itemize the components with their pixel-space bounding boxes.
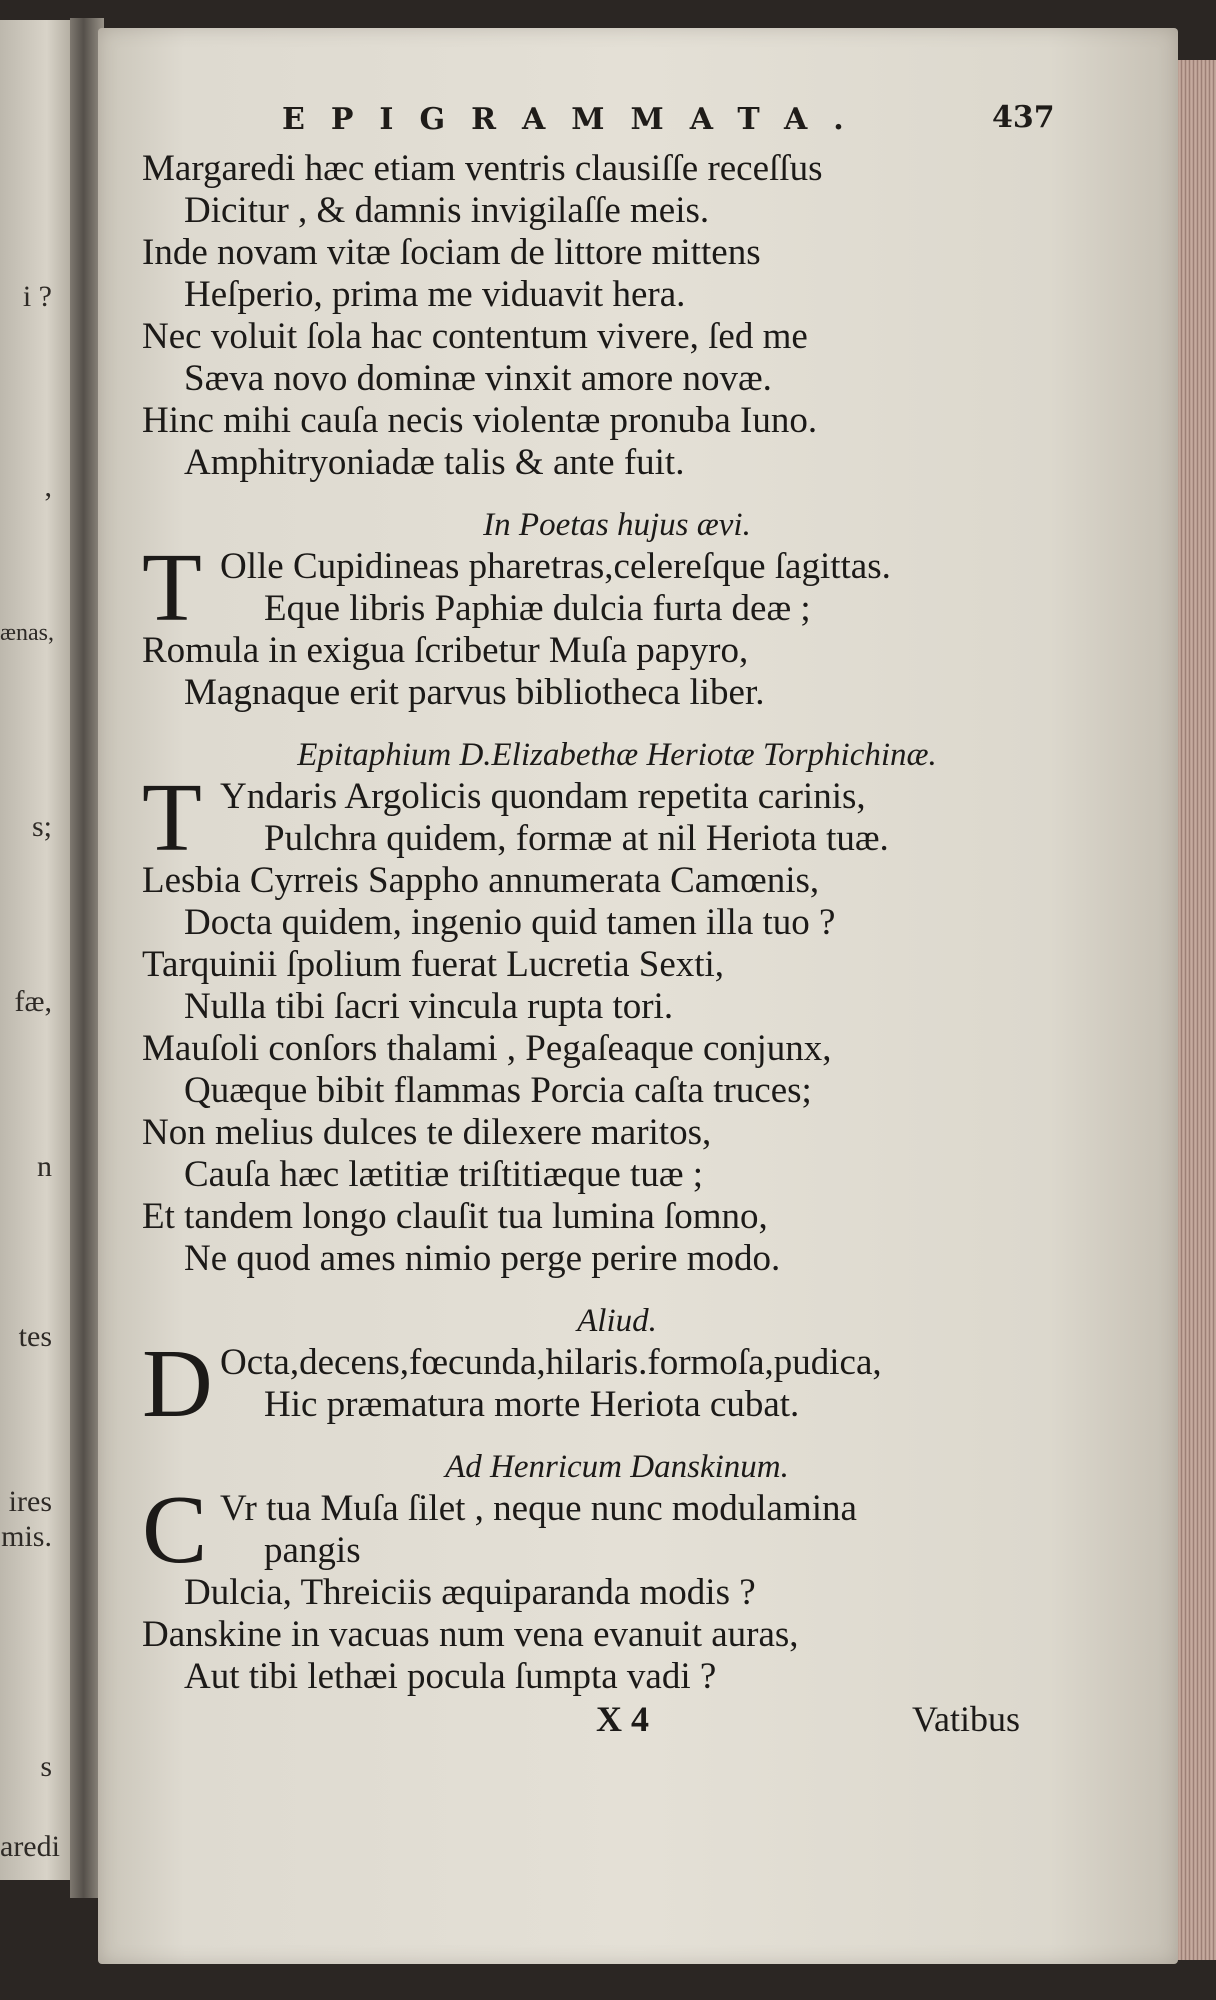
verse-line: Nulla tibi ſacri vincula rupta tori. (184, 986, 674, 1027)
margin-fragment: tes (18, 1320, 52, 1353)
margin-fragment: ænas, (0, 620, 54, 646)
previous-page-edge (0, 20, 78, 1880)
verse-line: Docta quidem, ingenio quid tamen illa tuo ? (184, 902, 836, 943)
poem-continued (142, 148, 1092, 484)
verse-line: Hic præmatura morte Heriota cubat. (264, 1384, 800, 1425)
poem-in-poetas (142, 534, 1092, 714)
poem-ad-henricum (142, 1476, 1092, 1698)
verse-line: Lesbia Cyrreis Sappho annumerata Camœnis, (142, 860, 820, 901)
verse-line: Inde novam vitæ ſociam de littore mittens (142, 232, 761, 273)
margin-fragment: ires (8, 1485, 52, 1518)
verse-line: Hinc mihi cauſa necis violentæ pronuba Iuno. (142, 400, 818, 441)
verse-line: Dulcia, Threiciis æquiparanda modis ? (184, 1572, 756, 1613)
verse-line: Danskine in vacuas num vena evanuit auras, (142, 1614, 799, 1655)
margin-fragment: s (40, 1750, 52, 1783)
verse-line: Quæque bibit flammas Porcia caſta truces; (184, 1070, 812, 1111)
margin-fragment: i ? (22, 280, 52, 313)
verse-line: Non melius dulces te dilexere maritos, (142, 1112, 712, 1153)
drop-cap: C (142, 1476, 208, 1584)
page-number: 437 (992, 100, 1055, 135)
verse-line: Dicitur , & damnis invigilaſſe meis. (184, 190, 710, 231)
poem-title: Ad Henricum Danskinum. (445, 1449, 789, 1485)
drop-cap: T (142, 534, 202, 642)
verse-line: Pulchra quidem, formæ at nil Heriota tuæ. (264, 818, 889, 859)
verse-line: Et tandem longo clauſit tua lumina ſomno, (142, 1196, 768, 1237)
poem-epitaphium (142, 764, 1092, 1280)
margin-fragment: fæ, (14, 985, 52, 1018)
verse-line: Romula in exigua ſcribetur Muſa papyro, (142, 630, 749, 671)
verse-line: Eque libris Paphiæ dulcia furta deæ ; (264, 588, 811, 629)
margin-fragment: , (44, 470, 52, 503)
drop-cap: T (142, 764, 202, 872)
running-header (142, 98, 1092, 148)
poem-title: In Poetas hujus ævi. (483, 507, 751, 543)
drop-cap: D (142, 1330, 213, 1438)
header-title: EPIGRAMMATA. (282, 102, 870, 137)
verse-line: Octa,decens,fœcunda,hilaris.formoſa,pudica, (220, 1342, 882, 1383)
page-footer (142, 1698, 1092, 1742)
page-edges (1178, 60, 1216, 1960)
margin-fragment: s; (31, 810, 52, 843)
verse-line: Ne quod ames nimio perge perire modo. (184, 1238, 781, 1279)
margin-fragment: aredi (0, 1830, 60, 1863)
poem-title: Epitaphium D.Elizabethæ Heriotæ Torphichinæ. (297, 737, 937, 773)
verse-line: pangis (264, 1530, 361, 1571)
verse-line: Nec voluit ſola hac contentum vivere, ſed me (142, 316, 808, 357)
signature-mark: X 4 (596, 1699, 649, 1739)
verse-line: Vr tua Muſa ſilet , neque nunc modulamina (220, 1488, 857, 1529)
verse-line: Amphitryoniadæ talis & ante fuit. (184, 442, 685, 483)
verse-line: Cauſa hæc lætitiæ triſtitiæque tuæ ; (184, 1154, 704, 1195)
verse-line: Magnaque erit parvus bibliotheca liber. (184, 672, 765, 713)
poem-aliud (142, 1330, 1092, 1438)
catchword: Vatibus (912, 1699, 1020, 1739)
verse-line: Tarquinii ſpolium fuerat Lucretia Sexti, (142, 944, 725, 985)
verse-line: Olle Cupidineas pharetras,celereſque ſagittas. (220, 546, 891, 587)
verse-line: Yndaris Argolicis quondam repetita carinis, (220, 776, 866, 817)
margin-fragment: n (37, 1150, 52, 1183)
verse-line: Sæva novo dominæ vinxit amore novæ. (184, 358, 772, 399)
verse-line: Margaredi hæc etiam ventris clausiſſe receſſus (142, 148, 823, 189)
verse-line: Mauſoli conſors thalami , Pegaſeaque conjunx, (142, 1028, 832, 1069)
verse-line: Heſperio, prima me viduavit hera. (184, 274, 686, 315)
poem-title: Aliud. (577, 1303, 657, 1339)
page-text (142, 98, 1092, 1742)
margin-fragment: mis. (1, 1520, 52, 1553)
verse-line: Aut tibi lethæi pocula ſumpta vadi ? (184, 1656, 717, 1697)
